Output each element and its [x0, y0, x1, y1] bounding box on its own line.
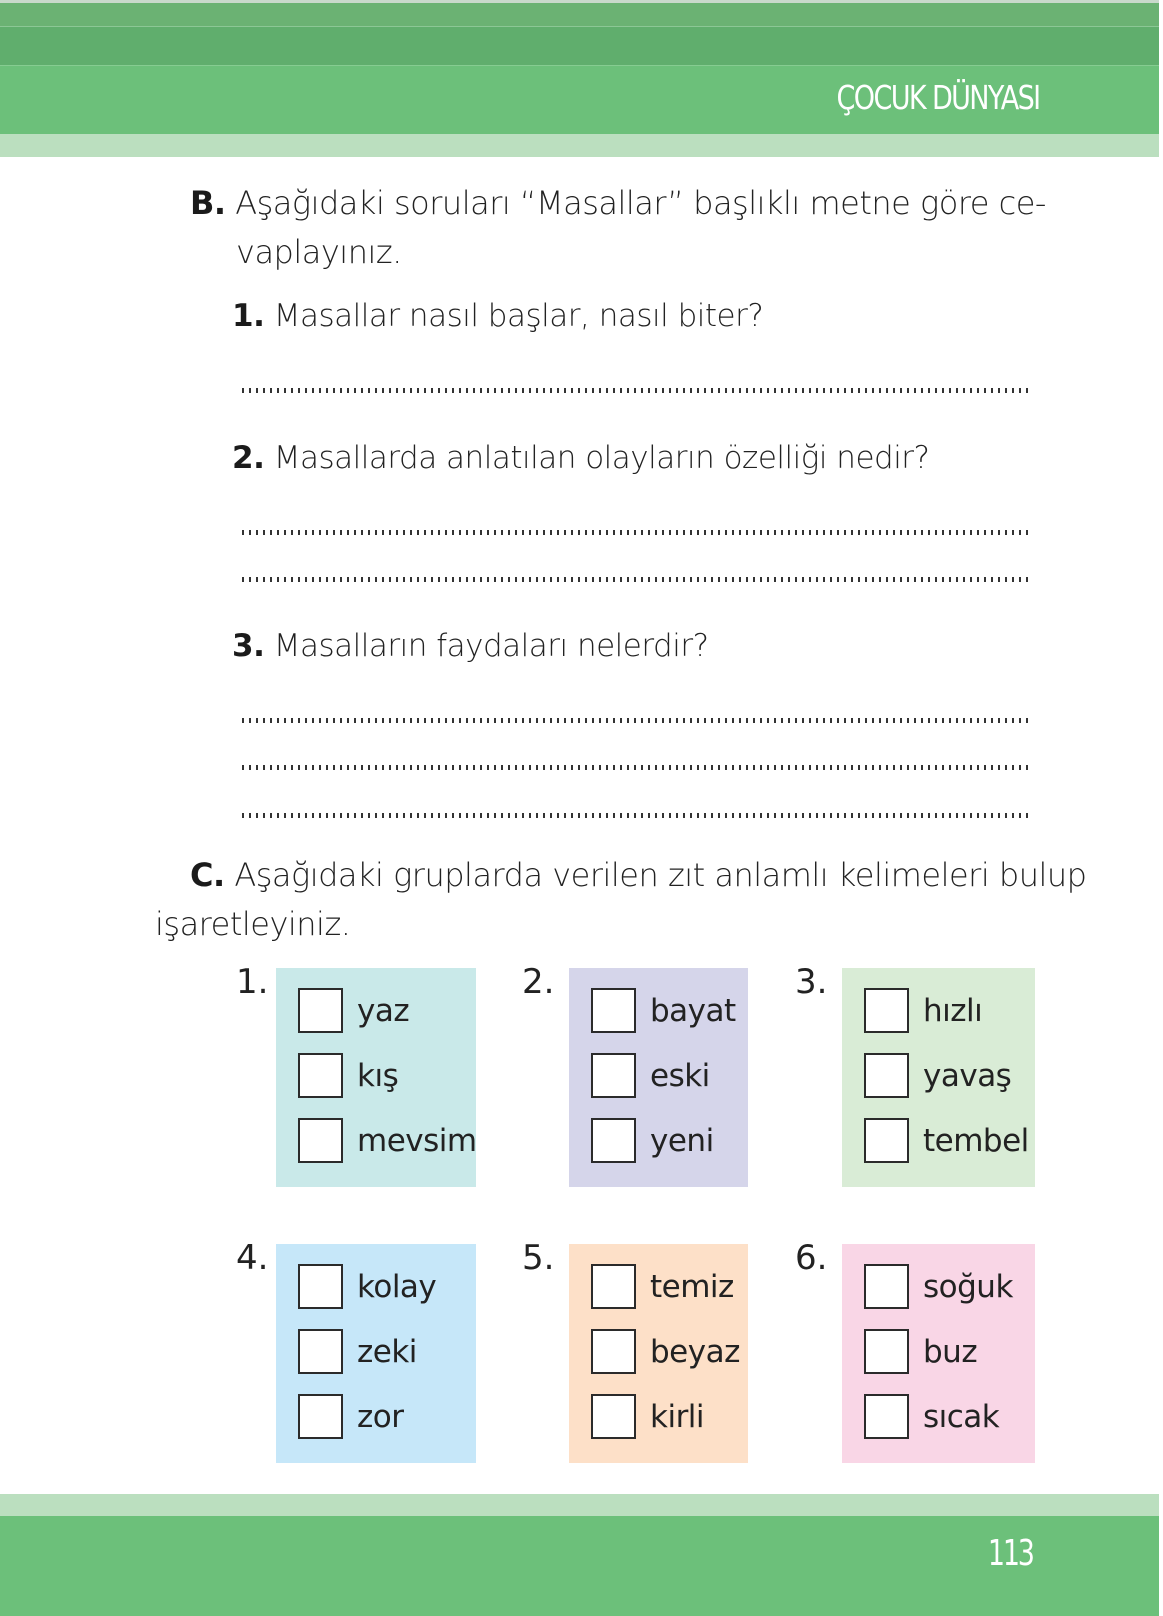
option-kolay[interactable] [298, 1264, 436, 1309]
option-yavas[interactable] [864, 1053, 1011, 1098]
checkbox[interactable] [591, 1118, 636, 1163]
group-2-number: 2. [522, 962, 555, 1002]
header-band-2 [0, 26, 1159, 65]
question-text: Masalların faydaları nelerdir? [273, 628, 709, 664]
section-c-text-line1: Aşağıdaki gruplarda verilen zıt anlamlı kelimeleri bulup [234, 856, 1087, 894]
answer-line-q2-2[interactable] [242, 577, 1030, 582]
checkbox[interactable] [864, 1264, 909, 1309]
checkbox[interactable] [864, 1053, 909, 1098]
answer-line-q3-2[interactable] [242, 765, 1030, 770]
option-sicak[interactable] [864, 1394, 999, 1439]
option-label: hızlı [923, 992, 983, 1029]
question-3 [232, 628, 709, 664]
answer-line-q3-3[interactable] [242, 813, 1030, 818]
option-label: zor [357, 1398, 404, 1435]
option-label: yavaş [923, 1057, 1012, 1094]
option-label: kirli [650, 1398, 705, 1435]
page-number: 113 [988, 1533, 1033, 1574]
footer-bar [0, 1516, 1159, 1616]
option-yeni[interactable] [591, 1118, 714, 1163]
group-5-number: 5. [522, 1238, 555, 1278]
option-eski[interactable] [591, 1053, 710, 1098]
option-hizli[interactable] [864, 988, 982, 1033]
checkbox[interactable] [591, 1264, 636, 1309]
option-soguk[interactable] [864, 1264, 1013, 1309]
group-6-box [842, 1244, 1035, 1463]
section-b-instruction [190, 184, 1046, 222]
group-4-box [276, 1244, 476, 1463]
option-temiz[interactable] [591, 1264, 734, 1309]
checkbox[interactable] [298, 1329, 343, 1374]
checkbox[interactable] [864, 1118, 909, 1163]
section-b-text-line2: vaplayınız. [236, 233, 402, 271]
checkbox[interactable] [298, 988, 343, 1033]
option-label: eski [650, 1057, 710, 1094]
option-label: yaz [357, 992, 410, 1029]
checkbox[interactable] [864, 1394, 909, 1439]
group-3-number: 3. [795, 962, 828, 1002]
checkbox[interactable] [298, 1264, 343, 1309]
checkbox[interactable] [864, 1329, 909, 1374]
option-label: sıcak [923, 1398, 1000, 1435]
checkbox[interactable] [591, 1053, 636, 1098]
question-text: Masallar nasıl başlar, nasıl biter? [273, 298, 764, 334]
option-zeki[interactable] [298, 1329, 417, 1374]
checkbox[interactable] [591, 1394, 636, 1439]
page-header-title: ÇOCUK DÜNYASI [836, 78, 1039, 117]
group-6-number: 6. [795, 1238, 828, 1278]
header-light-band [0, 134, 1159, 157]
group-4-number: 4. [236, 1238, 269, 1278]
section-b-label: B. [190, 184, 226, 222]
group-3-box [842, 968, 1035, 1187]
option-kirli[interactable] [591, 1394, 704, 1439]
section-c-label: C. [190, 856, 225, 894]
checkbox[interactable] [864, 988, 909, 1033]
option-yaz[interactable] [298, 988, 409, 1033]
option-label: kolay [357, 1268, 437, 1305]
option-label: kış [357, 1057, 399, 1094]
option-tembel[interactable] [864, 1118, 1029, 1163]
section-c-instruction [190, 856, 1086, 894]
question-2 [232, 440, 930, 476]
option-kis[interactable] [298, 1053, 398, 1098]
checkbox[interactable] [591, 988, 636, 1033]
option-label: yeni [650, 1122, 714, 1159]
checkbox[interactable] [591, 1329, 636, 1374]
question-number: 3. [232, 628, 265, 664]
checkbox[interactable] [298, 1118, 343, 1163]
question-text: Masallarda anlatılan olayların özelliği nedir? [273, 440, 930, 476]
checkbox[interactable] [298, 1394, 343, 1439]
option-zor[interactable] [298, 1394, 403, 1439]
option-buz[interactable] [864, 1329, 977, 1374]
group-5-box [569, 1244, 748, 1463]
option-beyaz[interactable] [591, 1329, 740, 1374]
section-c-text-line2: işaretleyiniz. [155, 905, 351, 943]
group-2-box [569, 968, 748, 1187]
option-label: tembel [923, 1122, 1029, 1159]
option-bayat[interactable] [591, 988, 736, 1033]
question-number: 1. [232, 298, 265, 334]
answer-line-q3-1[interactable] [242, 718, 1030, 723]
answer-line-q1-1[interactable] [242, 388, 1030, 393]
section-b-text-line1: Aşağıdaki soruları “Masallar” başlıklı metne göre ce- [235, 184, 1046, 222]
option-label: beyaz [650, 1333, 740, 1370]
option-label: bayat [650, 992, 736, 1029]
checkbox[interactable] [298, 1053, 343, 1098]
option-label: soğuk [923, 1268, 1013, 1305]
question-1 [232, 298, 763, 334]
option-label: mevsim [357, 1122, 477, 1159]
option-mevsim[interactable] [298, 1118, 477, 1163]
answer-line-q2-1[interactable] [242, 530, 1030, 535]
group-1-number: 1. [236, 962, 269, 1002]
group-1-box [276, 968, 476, 1187]
option-label: zeki [357, 1333, 417, 1370]
footer-light-band [0, 1494, 1159, 1516]
header-band-1 [0, 3, 1159, 26]
question-number: 2. [232, 440, 265, 476]
option-label: buz [923, 1333, 978, 1370]
option-label: temiz [650, 1268, 734, 1305]
